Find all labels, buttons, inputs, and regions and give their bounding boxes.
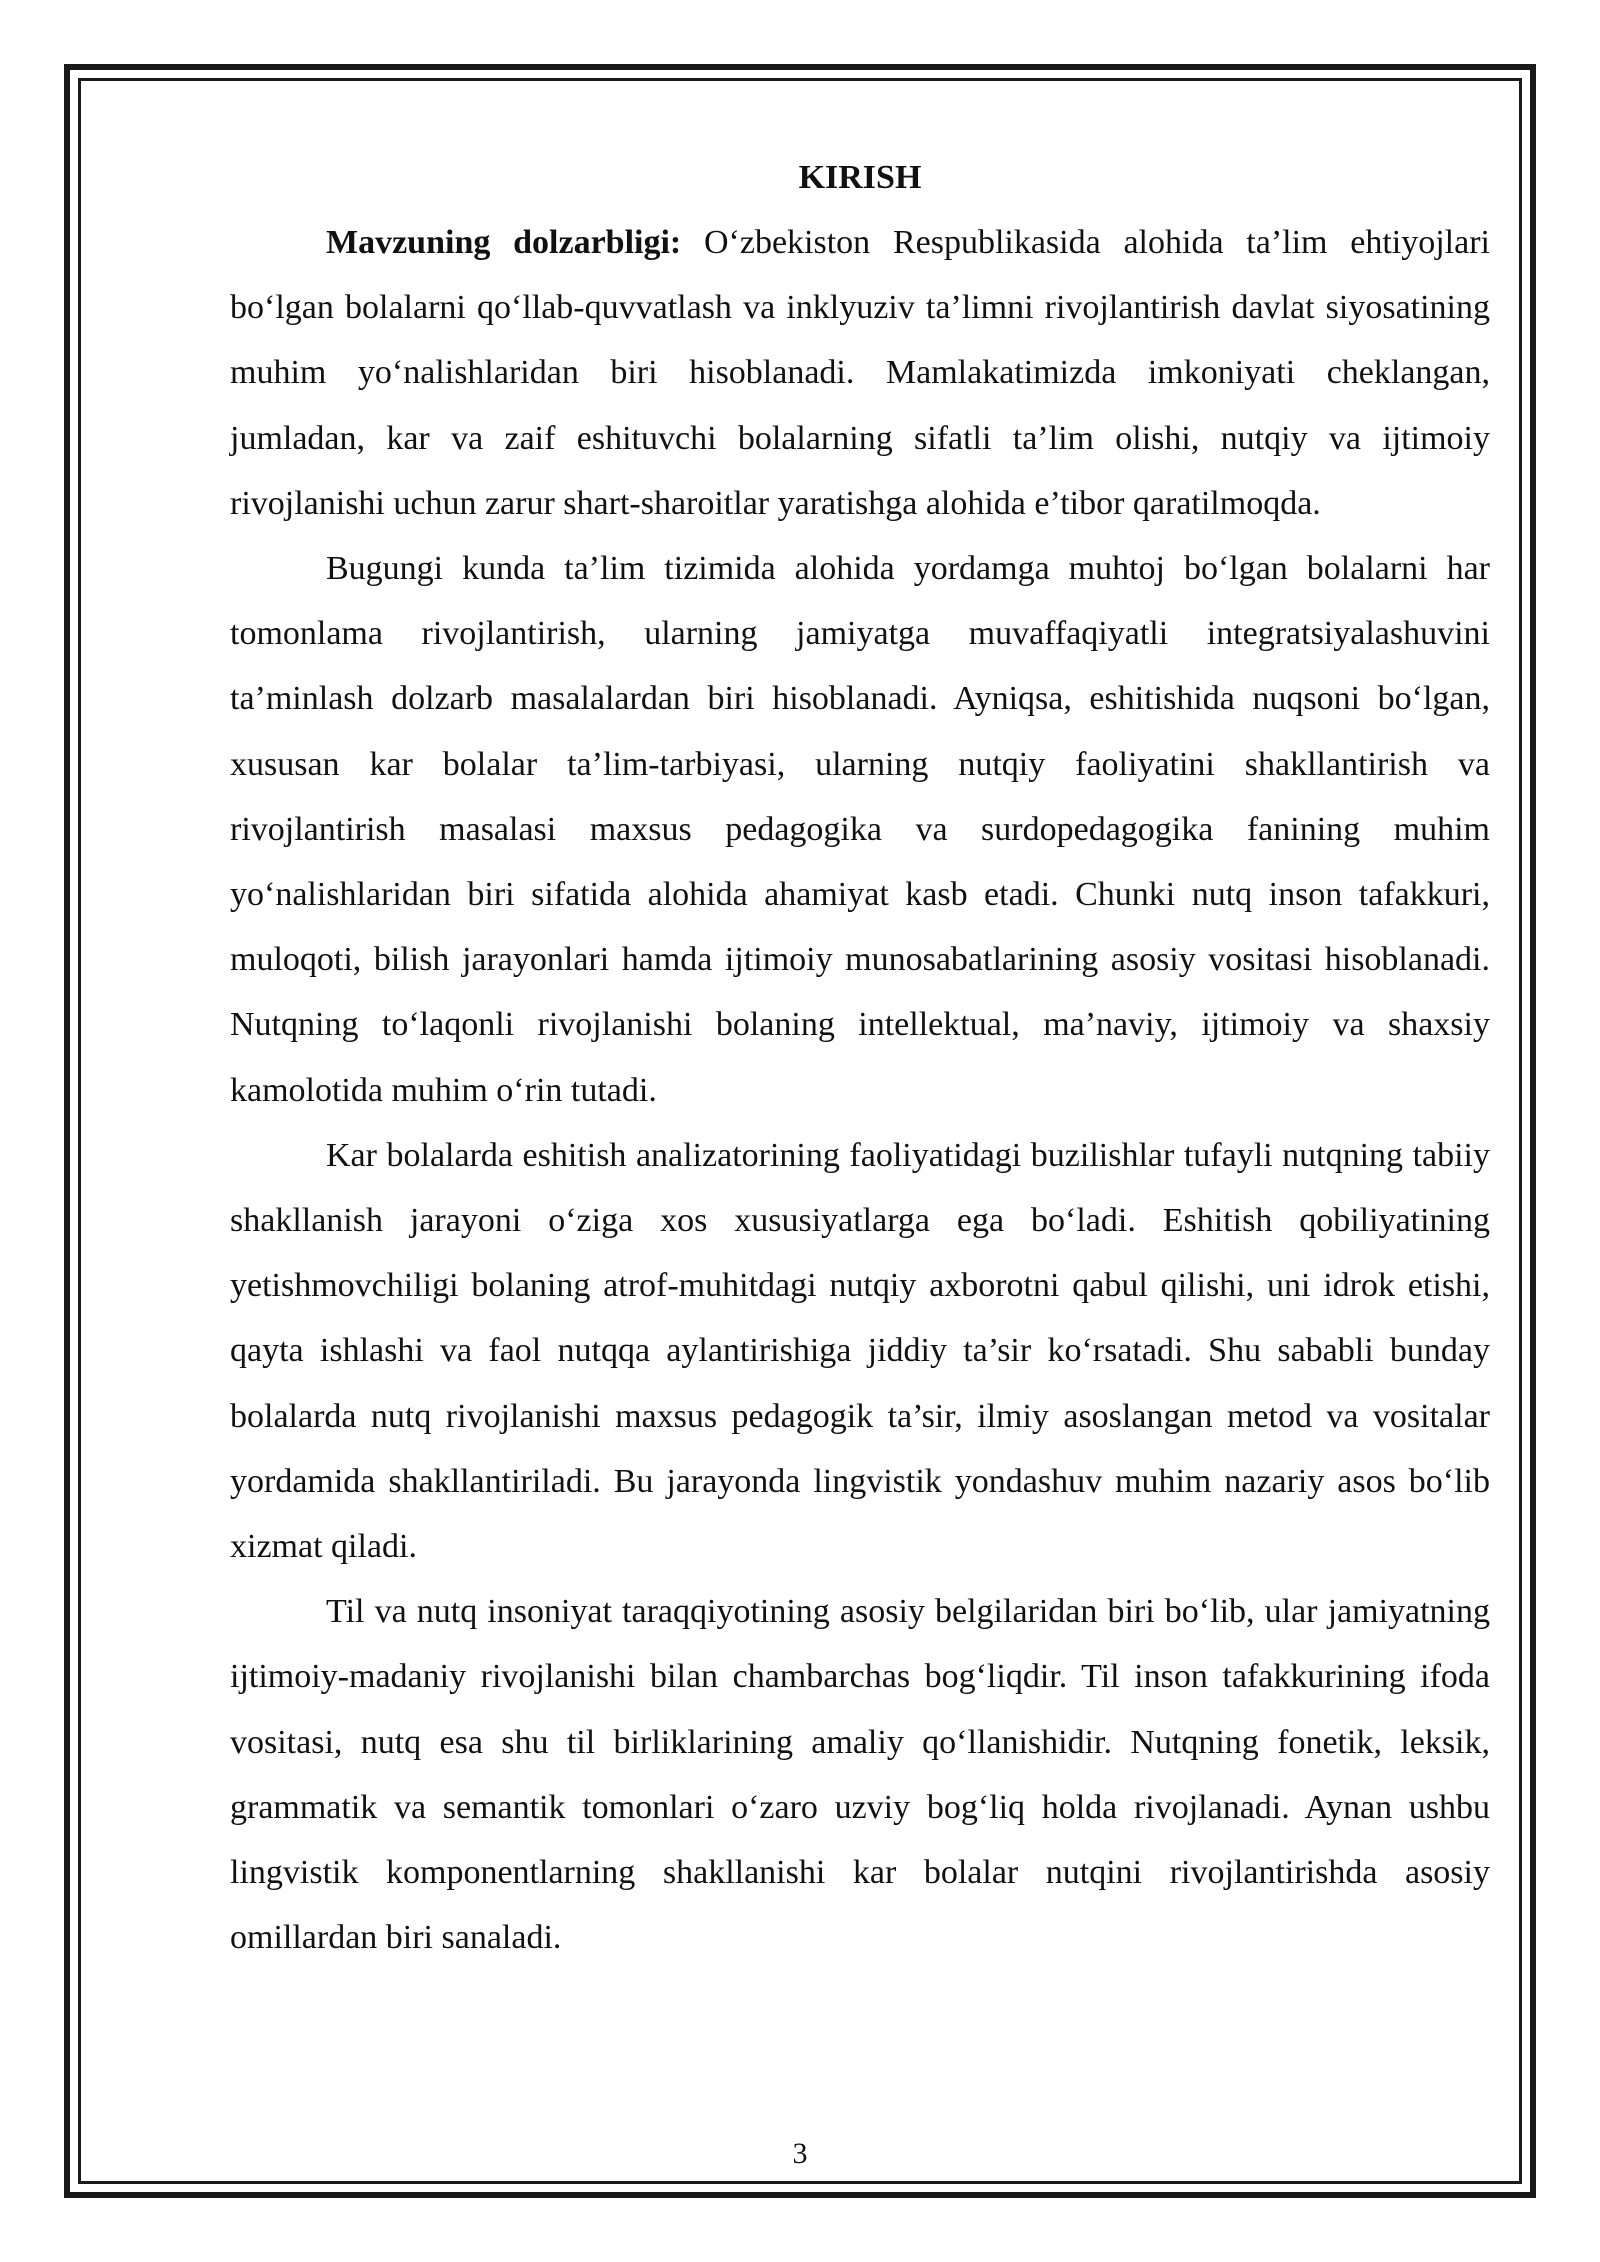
paragraph-text: O‘zbekiston Respublikasida alohida ta’lim ehtiyojlari bo‘lgan bolalarni qo‘llab-quvvatlash va inklyuziv ta’limni rivojlantirish davlat siyosatining muhim yo‘nalishlaridan biri hisoblanadi. Mamlakatimizda imkoniyati cheklangan, jumladan, kar va zaif eshituvchi bolalarning sifatli ta’lim olishi, nutqiy va ijtimoiy rivojlanishi uchun zarur shart-sharoitlar yaratishga alohida e’tibor qaratilmoqda.: [230, 224, 1490, 522]
paragraph: Til va nutq insoniyat taraqqiyotining asosiy belgilaridan biri bo‘lib, ular jamiyatning ijtimoiy-madaniy rivojlanishi bilan chambarchas bog‘liqdir. Til inson tafakkurining ifoda vositasi, nutq esa shu til birliklarining amaliy qo‘llanishidir. Nutqning fonetik, leksik, grammatik va semantik tomonlari o‘zaro uzviy bog‘liq holda rivojlanadi. Aynan ushbu lingvistik komponentlarning shakllanishi kar bolalar nutqini rivojlantirishda asosiy omillardan biri sanaladi.: [230, 1593, 1490, 1957]
paragraph: Kar bolalarda eshitish analizatorining faoliyatidagi buzilishlar tufayli nutqning tabiiy shakllanish jarayoni o‘ziga xos xususiyatlarga ega bo‘ladi. Eshitish qobiliyatining yetishmovchiligi bolaning atrof-muhitdagi nutqiy axborotni qabul qilishi, uni idrok etishi, qayta ishlashi va faol nutqqa aylantirishiga jiddiy ta’sir ko‘rsatadi. Shu sababli bunday bolalarda nutq rivojlanishi maxsus pedagogik ta’sir, ilmiy asoslangan metod va vositalar yordamida shakllantiriladi. Bu jarayonda lingvistik yondashuv muhim nazariy asos bo‘lib xizmat qiladi.: [230, 1136, 1490, 1566]
document-body: [230, 145, 1490, 1970]
section-heading: KIRISH: [798, 159, 922, 196]
page-number: 3: [792, 2137, 808, 2170]
paragraph-relevance: [230, 210, 1490, 536]
paragraph: Bugungi kunda ta’lim tizimida alohida yordamga muhtoj bo‘lgan bolalarni har tomonlama rivojlantirish, ularning jamiyatga muvaffaqiyatli integratsiyalashuvini ta’minlash dolzarb masalalardan biri hisoblanadi. Ayniqsa, eshitishida nuqsoni bo‘lgan, xususan kar bolalar ta’lim-tarbiyasi, ularning nutqiy faoliyatini shakllantirish va rivojlantirish masalasi maxsus pedagogika va surdopedagogika fanining muhim yo‘nalishlaridan biri sifatida alohida ahamiyat kasb etadi. Chunki nutq inson tafakkuri, muloqoti, bilish jarayonlari hamda ijtimoiy munosabatlarining asosiy vositasi hisoblanadi. Nutqning to‘laqonli rivojlanishi bolaning intellektual, ma’naviy, ijtimoiy va shaxsiy kamolotida muhim o‘rin tutadi.: [230, 550, 1490, 1109]
paragraph-lead: Mavzuning dolzarbligi:: [326, 224, 682, 261]
